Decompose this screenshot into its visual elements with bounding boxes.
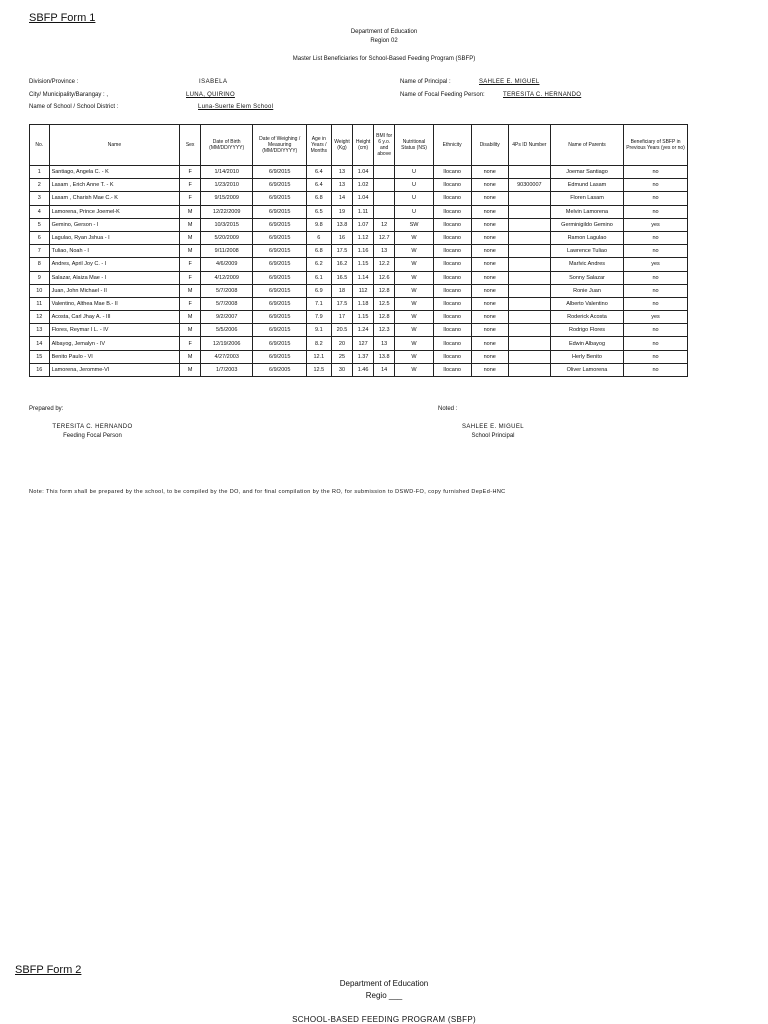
- table-cell: 12.6: [373, 271, 395, 284]
- focal-value: TERESITA C. HERNANDO: [503, 92, 582, 98]
- table-cell: 6/9/2015: [253, 297, 307, 310]
- table-cell: 6/9/2015: [253, 192, 307, 205]
- col-header: Height (cm): [353, 125, 374, 166]
- table-cell: 5/5/2006: [200, 324, 253, 337]
- table-cell: none: [471, 231, 508, 244]
- table-cell: no: [624, 179, 688, 192]
- table-cell: 13: [373, 337, 395, 350]
- col-header: No.: [30, 125, 50, 166]
- table-cell: none: [471, 324, 508, 337]
- table-cell: [373, 166, 395, 179]
- department-heading: Department of Education: [350, 29, 418, 35]
- col-header: 4Ps ID Number: [508, 125, 550, 166]
- table-cell: Ilocano: [433, 258, 471, 271]
- table-cell: 1.24: [353, 324, 374, 337]
- table-cell: Juan, John Michael - II: [49, 284, 180, 297]
- table-cell: 12.8: [373, 284, 395, 297]
- table-cell: 6.4: [306, 179, 331, 192]
- table-cell: none: [471, 284, 508, 297]
- table-cell: 14: [331, 192, 353, 205]
- table-cell: 6/9/2015: [253, 337, 307, 350]
- table-cell: no: [624, 284, 688, 297]
- table-cell: 13: [331, 166, 353, 179]
- table-cell: 5/7/2008: [200, 284, 253, 297]
- table-cell: F: [180, 258, 201, 271]
- table-cell: U: [395, 192, 433, 205]
- table-cell: 7.1: [306, 297, 331, 310]
- table-cell: [508, 271, 550, 284]
- table-cell: Joemar Santiago: [550, 166, 623, 179]
- table-cell: no: [624, 245, 688, 258]
- table-cell: M: [180, 205, 201, 218]
- table-row: [30, 297, 688, 310]
- table-cell: Ilocano: [433, 350, 471, 363]
- form2-region: Regio ___: [365, 991, 403, 1000]
- table-cell: no: [624, 231, 688, 244]
- table-cell: W: [395, 350, 433, 363]
- table-cell: 1/7/2003: [200, 363, 253, 376]
- table-cell: W: [395, 324, 433, 337]
- table-cell: 1.12: [353, 231, 374, 244]
- table-cell: 25: [331, 350, 353, 363]
- col-header: Beneficiary of SBFP in Previous Years (yes or no): [624, 125, 688, 166]
- school-value: Luna-Suerte Elem School: [198, 104, 274, 110]
- prepared-name: TERESITA C. HERNANDO: [52, 424, 133, 430]
- table-cell: U: [395, 166, 433, 179]
- table-row: [30, 205, 688, 218]
- table-cell: none: [471, 218, 508, 231]
- table-cell: [373, 192, 395, 205]
- table-cell: [508, 218, 550, 231]
- table-cell: 17.5: [331, 245, 353, 258]
- table-cell: Ilocano: [433, 324, 471, 337]
- table-cell: 6/9/2015: [253, 245, 307, 258]
- table-cell: SW: [395, 218, 433, 231]
- table-cell: M: [180, 311, 201, 324]
- table-cell: 6.8: [306, 245, 331, 258]
- table-cell: 11: [30, 297, 50, 310]
- table-cell: Ilocano: [433, 363, 471, 376]
- table-cell: 6: [30, 231, 50, 244]
- table-cell: M: [180, 284, 201, 297]
- table-cell: Andres, April Joy C. - I: [49, 258, 180, 271]
- col-header: BMI for 6 y.o. and above: [373, 125, 395, 166]
- table-cell: 1.18: [353, 297, 374, 310]
- table-cell: 6/9/2015: [253, 324, 307, 337]
- table-row: [30, 350, 688, 363]
- table-cell: 6/9/2015: [253, 284, 307, 297]
- table-cell: 1.14: [353, 271, 374, 284]
- table-cell: Ilocano: [433, 205, 471, 218]
- table-cell: Flores, Reymar I L. - IV: [49, 324, 180, 337]
- col-header: Date of Birth (MM/DD/YYYY): [200, 125, 253, 166]
- table-cell: 1.02: [353, 179, 374, 192]
- table-cell: W: [395, 297, 433, 310]
- form2-title: SBFP Form 2: [15, 964, 82, 976]
- table-cell: 6.2: [306, 258, 331, 271]
- table-cell: none: [471, 179, 508, 192]
- table-cell: none: [471, 297, 508, 310]
- table-cell: none: [471, 205, 508, 218]
- table-cell: [508, 258, 550, 271]
- table-cell: Benito Paulo - VI: [49, 350, 180, 363]
- table-row: [30, 363, 688, 376]
- col-header: Sex: [180, 125, 201, 166]
- table-cell: none: [471, 166, 508, 179]
- table-cell: Marlvic Andres: [550, 258, 623, 271]
- beneficiaries-table: [29, 124, 688, 377]
- table-cell: 6.5: [306, 205, 331, 218]
- table-cell: 6.1: [306, 271, 331, 284]
- form2-department: Department of Education: [339, 979, 429, 988]
- table-cell: 19: [331, 205, 353, 218]
- table-cell: 6/9/2015: [253, 350, 307, 363]
- table-cell: 5/7/2008: [200, 297, 253, 310]
- table-cell: 6/9/2015: [253, 205, 307, 218]
- col-header: Date of Weighing / Measuring (MM/DD/YYYY): [253, 125, 307, 166]
- table-cell: none: [471, 337, 508, 350]
- table-cell: 6.4: [306, 166, 331, 179]
- table-cell: none: [471, 363, 508, 376]
- table-cell: Herly Benito: [550, 350, 623, 363]
- table-cell: 1.04: [353, 192, 374, 205]
- table-cell: Oliver Lamorena: [550, 363, 623, 376]
- table-cell: M: [180, 350, 201, 363]
- table-cell: 1/14/2010: [200, 166, 253, 179]
- table-cell: 12/19/2006: [200, 337, 253, 350]
- table-cell: Gemino, Gerson - I: [49, 218, 180, 231]
- table-cell: no: [624, 192, 688, 205]
- table-cell: Ilocano: [433, 192, 471, 205]
- table-cell: yes: [624, 311, 688, 324]
- focal-label: Name of Focal Feeding Person:: [400, 92, 485, 98]
- table-cell: Lamorena, Jeromme-VI: [49, 363, 180, 376]
- table-cell: W: [395, 271, 433, 284]
- table-cell: 90300007: [508, 179, 550, 192]
- table-cell: 6/9/2015: [253, 311, 307, 324]
- col-header: Disability: [471, 125, 508, 166]
- table-cell: Acosta, Carl Jhay A. - III: [49, 311, 180, 324]
- table-cell: 9/11/2008: [200, 245, 253, 258]
- table-cell: [508, 337, 550, 350]
- table-row: [30, 231, 688, 244]
- table-cell: Sonny Salazar: [550, 271, 623, 284]
- table-cell: Ilocano: [433, 179, 471, 192]
- table-cell: Ilocano: [433, 284, 471, 297]
- table-row: [30, 179, 688, 192]
- table-cell: 6/9/2015: [253, 218, 307, 231]
- table-cell: no: [624, 297, 688, 310]
- table-cell: F: [180, 271, 201, 284]
- city-value: LUNA, QUIRINO: [186, 92, 235, 98]
- table-cell: [373, 205, 395, 218]
- principal-value: SAHLEE E. MIGUEL: [479, 79, 540, 85]
- form1-subtitle: Master List Beneficiaries for School-Based Feeding Program (SBFP): [292, 56, 476, 62]
- prepared-role: Feeding Focal Person: [63, 433, 122, 439]
- table-cell: 12: [30, 311, 50, 324]
- table-cell: [508, 350, 550, 363]
- table-cell: M: [180, 245, 201, 258]
- table-cell: 12.8: [373, 311, 395, 324]
- noted-label: Noted :: [438, 406, 458, 412]
- table-cell: M: [180, 324, 201, 337]
- table-cell: Ilocano: [433, 297, 471, 310]
- table-cell: F: [180, 166, 201, 179]
- table-cell: 17: [331, 311, 353, 324]
- table-cell: 20: [331, 337, 353, 350]
- noted-role: School Principal: [471, 433, 515, 439]
- table-cell: 9: [30, 271, 50, 284]
- table-cell: no: [624, 271, 688, 284]
- table-row: [30, 166, 688, 179]
- table-cell: 1.15: [353, 258, 374, 271]
- table-cell: 6/9/2015: [253, 179, 307, 192]
- table-cell: [508, 284, 550, 297]
- table-cell: 16: [30, 363, 50, 376]
- table-cell: 1/23/2010: [200, 179, 253, 192]
- table-cell: 4/27/2003: [200, 350, 253, 363]
- col-header: Name of Parents: [550, 125, 623, 166]
- col-header: Ethnicity: [433, 125, 471, 166]
- table-cell: 12.7: [373, 231, 395, 244]
- table-cell: [508, 231, 550, 244]
- table-cell: Santiago, Angela C. - K: [49, 166, 180, 179]
- table-cell: [508, 324, 550, 337]
- table-cell: 1.15: [353, 311, 374, 324]
- table-cell: 12.3: [373, 324, 395, 337]
- table-cell: no: [624, 205, 688, 218]
- noted-name: SAHLEE E. MIGUEL: [461, 424, 525, 430]
- table-cell: none: [471, 350, 508, 363]
- table-cell: W: [395, 363, 433, 376]
- table-cell: 13.8: [373, 350, 395, 363]
- table-cell: Ilocano: [433, 311, 471, 324]
- table-row: [30, 258, 688, 271]
- table-row: [30, 271, 688, 284]
- table-cell: W: [395, 245, 433, 258]
- table-cell: no: [624, 350, 688, 363]
- table-cell: 13: [373, 245, 395, 258]
- table-cell: none: [471, 192, 508, 205]
- table-cell: F: [180, 337, 201, 350]
- table-cell: W: [395, 258, 433, 271]
- table-cell: Ilocano: [433, 231, 471, 244]
- table-cell: W: [395, 284, 433, 297]
- table-cell: 2: [30, 179, 50, 192]
- table-cell: 10/3/2015: [200, 218, 253, 231]
- table-cell: Lawrence Tuliao: [550, 245, 623, 258]
- table-cell: Salazar, Alaiza Mae - I: [49, 271, 180, 284]
- table-cell: W: [395, 337, 433, 350]
- table-cell: W: [395, 231, 433, 244]
- table-cell: 9/2/2007: [200, 311, 253, 324]
- table-cell: 15: [30, 350, 50, 363]
- table-cell: 6/9/2015: [253, 271, 307, 284]
- table-header-row: [30, 125, 688, 166]
- table-cell: Lasam , Charish Mae C.- K: [49, 192, 180, 205]
- table-cell: 112: [353, 284, 374, 297]
- division-label: Division/Province :: [29, 79, 79, 85]
- table-cell: none: [471, 258, 508, 271]
- table-cell: none: [471, 271, 508, 284]
- table-cell: 20.5: [331, 324, 353, 337]
- col-header: Nutritional Status (NS): [395, 125, 433, 166]
- table-cell: [508, 311, 550, 324]
- table-row: [30, 337, 688, 350]
- table-row: [30, 218, 688, 231]
- city-label: City/ Municipality/Barangay : ,: [29, 92, 109, 98]
- table-cell: 1.16: [353, 245, 374, 258]
- region-heading: Region 02: [370, 38, 398, 44]
- table-cell: 4/6/2009: [200, 258, 253, 271]
- table-cell: none: [471, 311, 508, 324]
- table-cell: W: [395, 311, 433, 324]
- table-cell: 13.8: [331, 218, 353, 231]
- table-cell: 4/12/2009: [200, 271, 253, 284]
- table-cell: 6.9: [306, 284, 331, 297]
- table-cell: F: [180, 297, 201, 310]
- table-cell: 13: [30, 324, 50, 337]
- table-row: [30, 245, 688, 258]
- division-value: ISABELA: [199, 79, 228, 85]
- table-cell: [373, 179, 395, 192]
- table-cell: 4: [30, 205, 50, 218]
- table-cell: Lagulao, Ryan Jshua - I: [49, 231, 180, 244]
- table-cell: 14: [373, 363, 395, 376]
- table-cell: Roderick Acosta: [550, 311, 623, 324]
- table-cell: 12.5: [306, 363, 331, 376]
- principal-label: Name of Principal :: [400, 79, 451, 85]
- table-cell: 5: [30, 218, 50, 231]
- table-cell: no: [624, 166, 688, 179]
- table-cell: Edmund Lasam: [550, 179, 623, 192]
- table-cell: Ilocano: [433, 337, 471, 350]
- table-cell: M: [180, 363, 201, 376]
- table-cell: Albayog, Jemalyn - IV: [49, 337, 180, 350]
- table-cell: 17.5: [331, 297, 353, 310]
- table-cell: 7: [30, 245, 50, 258]
- table-row: [30, 192, 688, 205]
- prepared-label: Prepared by:: [29, 406, 64, 412]
- table-cell: 12.5: [373, 297, 395, 310]
- table-cell: 12: [373, 218, 395, 231]
- table-cell: 8.2: [306, 337, 331, 350]
- table-cell: 12.2: [373, 258, 395, 271]
- table-cell: 6/9/2005: [253, 363, 307, 376]
- table-cell: 16: [331, 231, 353, 244]
- table-cell: Floren Lasam: [550, 192, 623, 205]
- table-cell: yes: [624, 258, 688, 271]
- table-cell: U: [395, 205, 433, 218]
- table-cell: Rodrigo Flores: [550, 324, 623, 337]
- table-cell: 3: [30, 192, 50, 205]
- form-note: Note: This form shall be prepared by the school, to be compiled by the DO, and for final compilation by the RO, for submission to DSWD-FO, copy furnished DepEd-HNC: [29, 489, 506, 495]
- table-cell: 6/9/2015: [253, 166, 307, 179]
- table-cell: Ilocano: [433, 245, 471, 258]
- col-header: Name: [49, 125, 180, 166]
- table-cell: F: [180, 179, 201, 192]
- table-cell: 8: [30, 258, 50, 271]
- table-cell: 10: [30, 284, 50, 297]
- table-cell: 18: [331, 284, 353, 297]
- table-cell: 12.1: [306, 350, 331, 363]
- table-cell: 7.9: [306, 311, 331, 324]
- table-cell: [508, 245, 550, 258]
- table-cell: Edwin Albayog: [550, 337, 623, 350]
- table-cell: 16.2: [331, 258, 353, 271]
- table-cell: 14: [30, 337, 50, 350]
- school-label: Name of School / School District :: [29, 104, 119, 110]
- table-cell: M: [180, 218, 201, 231]
- table-cell: 127: [353, 337, 374, 350]
- table-cell: F: [180, 192, 201, 205]
- table-cell: 1.07: [353, 218, 374, 231]
- table-cell: Ilocano: [433, 218, 471, 231]
- table-cell: Alberto Valentino: [550, 297, 623, 310]
- table-cell: 1.37: [353, 350, 374, 363]
- table-cell: M: [180, 231, 201, 244]
- table-cell: Ramon Lagulao: [550, 231, 623, 244]
- table-cell: [508, 192, 550, 205]
- table-row: [30, 311, 688, 324]
- table-cell: 1: [30, 166, 50, 179]
- table-cell: U: [395, 179, 433, 192]
- table-cell: 9.8: [306, 218, 331, 231]
- table-cell: [508, 297, 550, 310]
- table-cell: 1.04: [353, 166, 374, 179]
- table-cell: [508, 166, 550, 179]
- table-cell: no: [624, 363, 688, 376]
- form1-title: SBFP Form 1: [29, 12, 96, 24]
- table-cell: none: [471, 245, 508, 258]
- table-cell: 6: [306, 231, 331, 244]
- form2-program: SCHOOL-BASED FEEDING PROGRAM (SBFP): [292, 1015, 476, 1024]
- table-cell: 13: [331, 179, 353, 192]
- table-row: [30, 324, 688, 337]
- table-cell: Valentino, Althea Mae B.- II: [49, 297, 180, 310]
- table-cell: [508, 205, 550, 218]
- table-cell: 6/9/2015: [253, 258, 307, 271]
- table-cell: no: [624, 324, 688, 337]
- table-cell: Lamorena, Prince Joemel-K: [49, 205, 180, 218]
- table-cell: Melvin Lamorena: [550, 205, 623, 218]
- table-cell: Lasam , Erich Anne T. - K: [49, 179, 180, 192]
- table-cell: yes: [624, 218, 688, 231]
- table-cell: 16.5: [331, 271, 353, 284]
- table-cell: Ilocano: [433, 166, 471, 179]
- table-cell: 12/22/2009: [200, 205, 253, 218]
- col-header: Age in Years / Months: [306, 125, 331, 166]
- col-header: Weight (Kg): [331, 125, 353, 166]
- table-cell: Tuliao, Noah - I: [49, 245, 180, 258]
- table-cell: 9/15/2009: [200, 192, 253, 205]
- table-cell: Ilocano: [433, 271, 471, 284]
- table-cell: 6.8: [306, 192, 331, 205]
- table-cell: Germinigildo Gemino: [550, 218, 623, 231]
- table-cell: Ronie Juan: [550, 284, 623, 297]
- table-cell: 1.46: [353, 363, 374, 376]
- table-cell: [508, 363, 550, 376]
- table-cell: 9.1: [306, 324, 331, 337]
- table-row: [30, 284, 688, 297]
- table-cell: 30: [331, 363, 353, 376]
- table-cell: no: [624, 337, 688, 350]
- table-cell: 6/9/2015: [253, 231, 307, 244]
- table-cell: 5/20/2009: [200, 231, 253, 244]
- table-cell: 1.11: [353, 205, 374, 218]
